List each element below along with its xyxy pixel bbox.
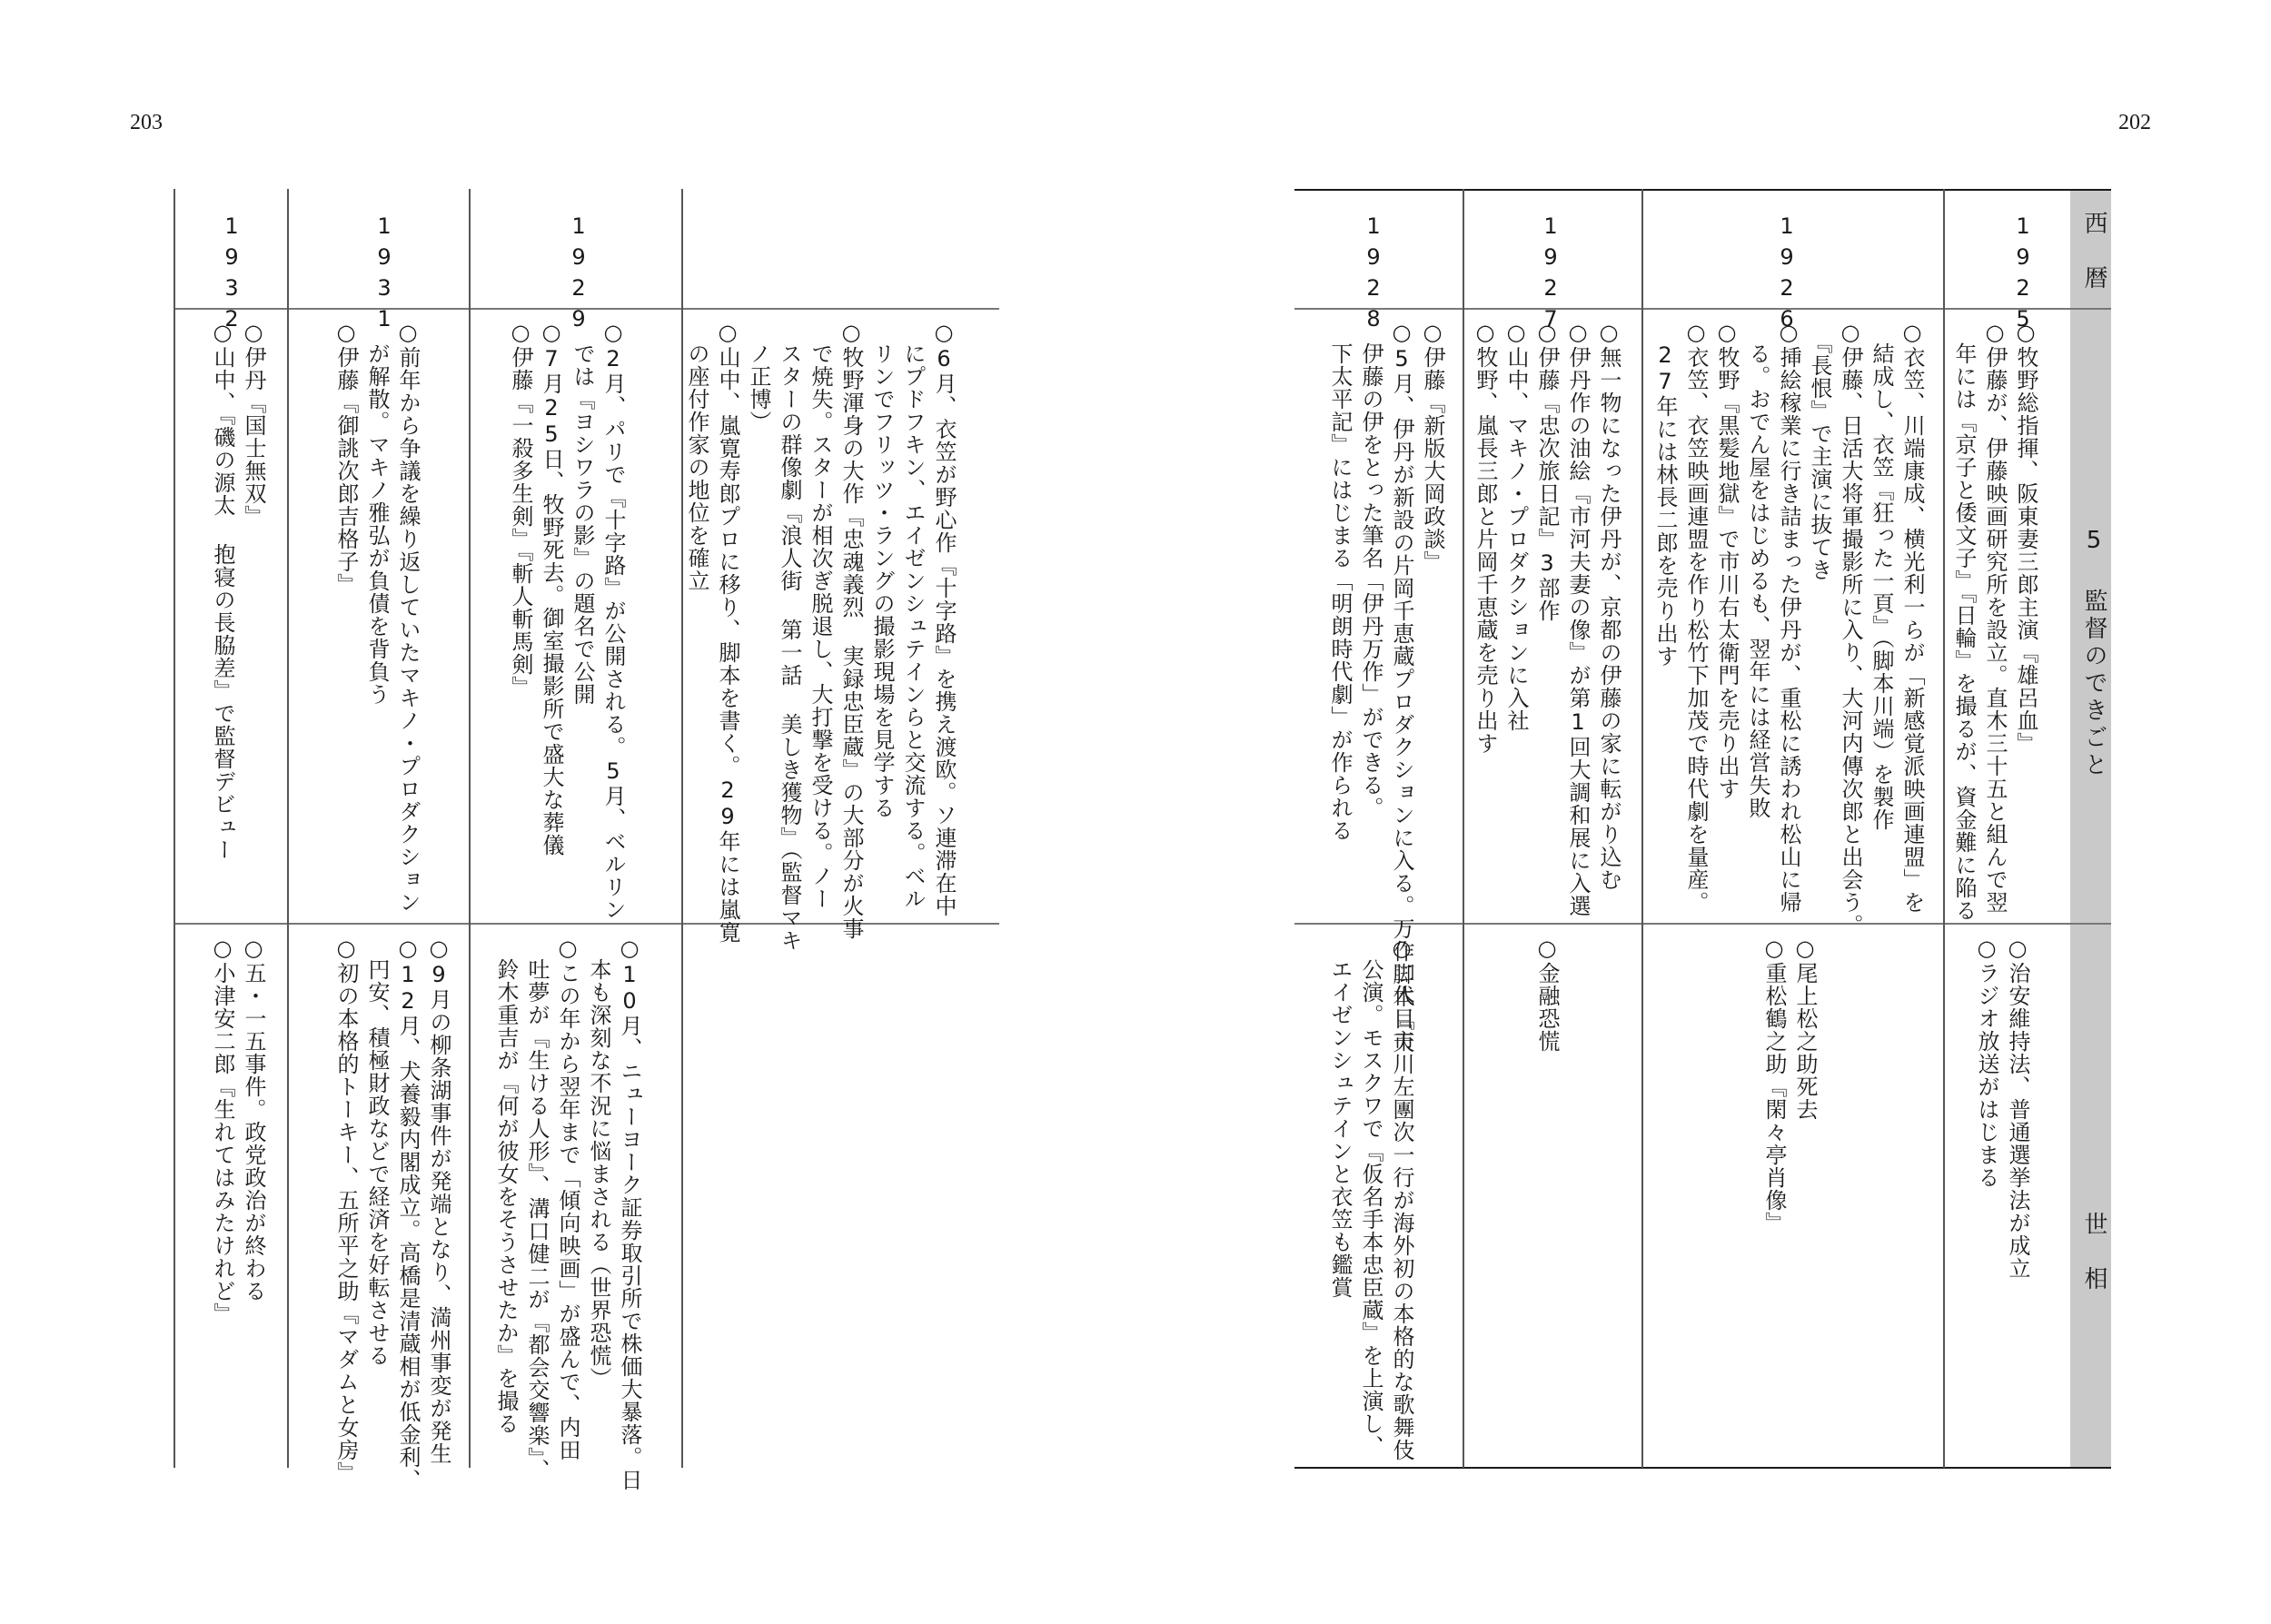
director-events-cell: ○2月、パリで『十字路』が公開される。5月、ベルリン では『ヨシワラの影』の題名で公開 ○7月25日、牧野死去。御室撮影所で盛大な葬儀 ○伊藤『一殺多生剣』『斬人斬馬剣』 — [508, 320, 626, 921]
year-cell: 1925 — [2010, 213, 2036, 337]
director-events-cell: ○牧野総指揮、阪東妻三郎主演『雄呂血』 ○伊藤が、伊藤映画研究所を設立。直木三十五と組んで翌 年には『京子と倭文子』『日輪』を撮るが、資金難に陥る — [1951, 320, 2038, 922]
header-year: 西 暦 — [2080, 211, 2107, 292]
header-director-events: 5 監督のできごと — [2080, 527, 2107, 779]
page-number-left: 203 — [130, 111, 163, 134]
page-number-right: 202 — [2118, 111, 2151, 134]
society-cell: ○10月、ニューヨーク証券取引所で株価大暴落。日 本も深刻な不況に悩まされる（世界恐慌） ○この年から翌年まで「傾向映画」が盛んで、内田 吐夢が『生ける人形』、溝口健二が『都会交響楽』、 鈴木重吉が『何が彼女をそうさせたか』を撮る — [493, 936, 642, 1491]
year-cell: 1929 — [566, 213, 591, 337]
year-cell: 1932 — [219, 213, 244, 337]
director-events-cell: ○6月、衣笠が野心作『十字路』を携え渡欧。ソ連滞在中 にプドフキン、エイゼンシュテインらと交流する。ベル リンでフリッツ・ラングの撮影現場を見学する ○牧野渾身の大作『忠魂義烈 実録忠臣蔵』の大部分が火事 で焼失。スターが相次ぎ脱退し、大打撃を受ける。ノー スターの群像劇『浪人街 第一話 美しき獲物』（監督マキ ノ正博） ○山中、嵐寛寿郎プロに移り、脚本を書く。29年には嵐寛 の座付作家の地位を確立 — [684, 320, 957, 952]
year-cell: 1928 — [1361, 213, 1386, 337]
director-events-cell: ○前年から争議を繰り返していたマキノ・プロダクション が解散。マキノ雅弘が負債を背負う ○伊藤『御誂次郎吉格子』 — [333, 320, 421, 914]
society-cell: ○尾上松之助死去 ○重松鶴之助『閑々亭肖像』 — [1761, 936, 1818, 1234]
director-events-cell: ○伊丹『国士無双』 ○山中、『磯の源太 抱寝の長脇差』で監督デビュー — [210, 320, 266, 861]
year-cell: 1927 — [1538, 213, 1563, 337]
year-row-divider — [1294, 308, 2111, 310]
year-cell: 1931 — [372, 213, 397, 337]
director-events-cell: ○衣笠、川端康成、横光利一らが「新感覚派映画連盟」を 結成し、衣笠『狂った一頁』（脚本川端）を製作 ○伊藤、日活大将軍撮影所に入り、大河内傳次郎と出会う。 『長恨』で主演に抜てき ○挿絵稼業に行き詰まった伊丹が、重松に誘われ松山に帰 る。おでん屋をはじめるも、翌年には経営失敗 ○牧野『黒髪地獄』で市川右太衛門を売り出す ○衣笠、衣笠映画連盟を作り松竹下加茂で時代劇を量産。 27年には林長二郎を売り出す — [1652, 320, 1925, 936]
society-cell: ○治安維持法、普通選挙法が成立 ○ラジオ放送がはじまる — [1974, 936, 2030, 1280]
director-events-cell: ○伊藤『新版大岡政談』 ○5月、伊丹が新設の片岡千恵蔵プロダクションに入る。万作脚本『天 伊藤の伊をとった筆名「伊丹万作」ができる。 下太平記』にはじまる「明朗時代劇」が作られる — [1327, 320, 1445, 1054]
society-cell: ○金融恐慌 — [1534, 936, 1560, 1053]
director-events-cell: ○無一物になった伊丹が、京都の伊藤の家に転がり込む ○伊丹作の油絵『市河夫妻の像』が第1回大調和展に入選 ○伊藤『忠次旅日記』3部作 ○山中、マキノ・プロダクションに入社 ○牧野、嵐長三郎と片岡千恵蔵を売り出す — [1473, 320, 1621, 917]
society-cell: ○二代目市川左團次一行が海外初の本格的な歌舞伎 公演。モスクワで『仮名手本忠臣蔵』を上演し、 エイゼンシュテインと衣笠も鑑賞 — [1327, 936, 1414, 1461]
table-bottom-border — [1294, 1467, 2111, 1469]
society-cell: ○9月の柳条湖事件が発端となり、満州事変が発生 ○12月、犬養毅内閣成立。高橋是清蔵相が低金利、 円安、積極財政などで経済を好転させる ○初の本格的トーキー、五所平之助『マダムと女房』 — [333, 936, 451, 1491]
society-cell: ○五・一五事件。政党政治が終わる ○小津安二郎『生れてはみたけれど』 — [210, 936, 266, 1325]
year-cell: 1926 — [1774, 213, 1800, 337]
header-society: 世 相 — [2080, 1212, 2107, 1293]
table-top-border — [1294, 189, 2111, 191]
